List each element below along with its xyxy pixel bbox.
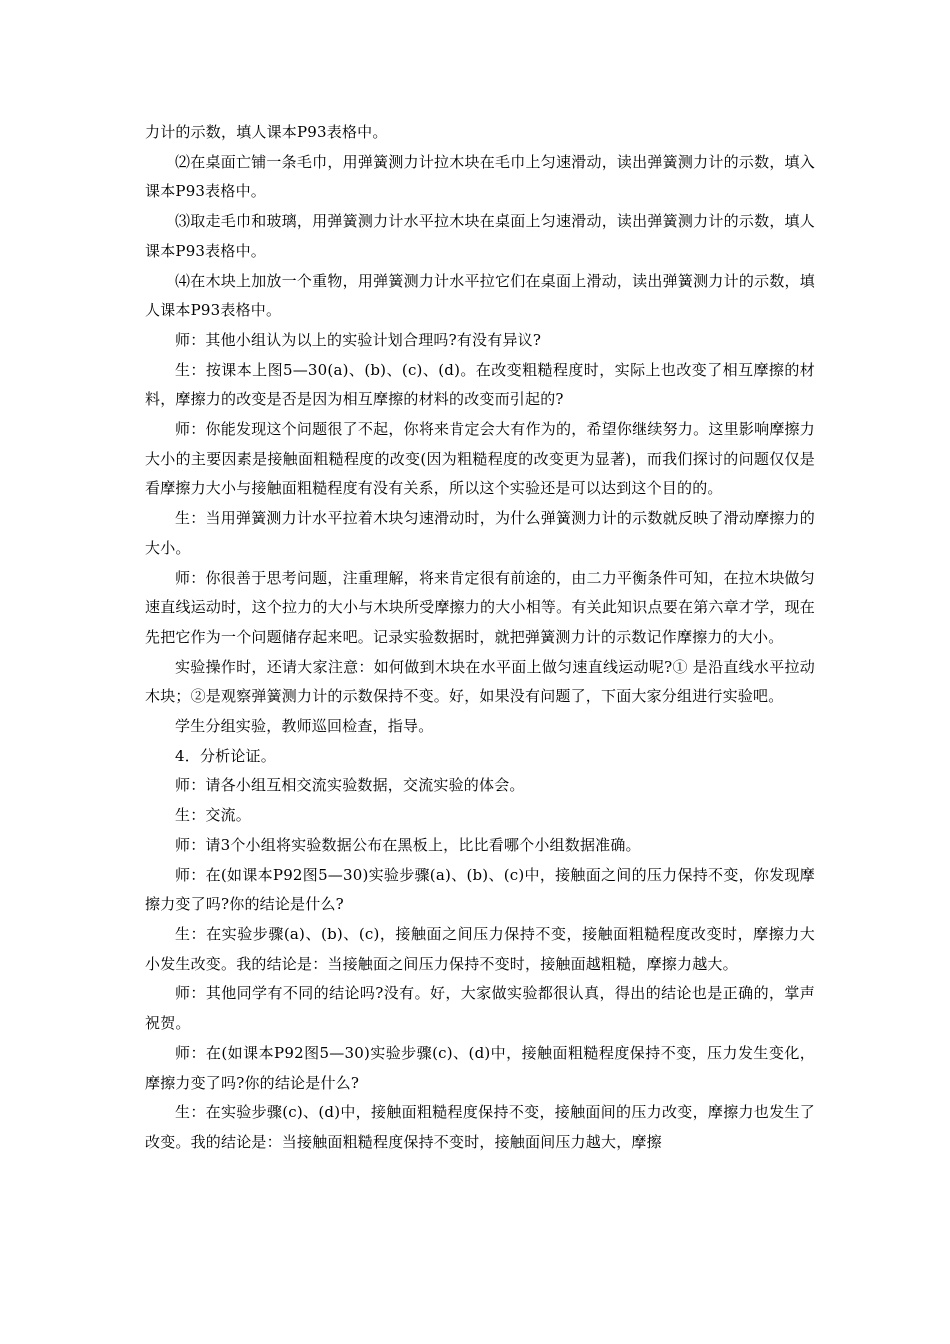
paragraph-operation-notes: 实验操作时，还请大家注意：如何做到木块在水平面上做匀速直线运动呢?① 是沿直线水平拉动木块；②是观察弹簧测力计的示数保持不变。好，如果没有问题了，下面大家分组进行实验吧。 (145, 657, 815, 706)
paragraph-student-exchange: 生：交流。 (175, 806, 252, 825)
paragraph-publish-data: 师：请3个小组将实验数据公布在黑板上，比比看哪个小组数据准确。 (175, 835, 641, 854)
paragraph-teacher-question-abc: 师：在(如课本P92图5—30)实验步骤(a)、(b)、(c)中，接触面之间的压力保持不变，你发现摩擦力变了吗?你的结论是什么? (145, 865, 815, 914)
paragraph-student-question-2: 生：当用弹簧测力计水平拉着木块匀速滑动时，为什么弹簧测力计的示数就反映了滑动摩擦力的大小。 (145, 509, 815, 557)
paragraph-student-conclusion-cd: 生：在实验步骤(c)、(d)中，接触面粗糙程度保持不变，接触面间的压力改变，摩擦力也发生了改变。我的结论是：当接触面粗糙程度保持不变时，接触面间压力越大，摩擦 (145, 1103, 815, 1151)
paragraph-teacher-answer: 师：你能发现这个问题很了不起，你将来肯定会大有作为的，希望你继续努力。这里影响摩擦力大小的主要因素是接触面粗糙程度的改变(因为粗糙程度的改变更为显著)，而我们探讨的问题仅仅是看摩擦力大小与接触面粗糙程度有没有关系，所以这个实验还是可以达到这个目的的。 (145, 420, 815, 498)
paragraph-teacher-confirm: 师：其他同学有不同的结论吗?没有。好，大家做实验都很认真，得出的结论也是正确的，掌声祝贺。 (145, 984, 815, 1033)
paragraph-step-3: ⑶取走毛巾和玻璃，用弹簧测力计水平拉木块在桌面上匀速滑动，读出弹簧测力计的示数，填人课本P93表格中。 (145, 212, 815, 260)
paragraph-group-experiment: 学生分组实验，教师巡回检查，指导。 (175, 717, 434, 736)
paragraph-student-conclusion-abc: 生：在实验步骤(a)、(b)、(c)，接触面之间压力保持不变，接触面粗糙程度改变时，摩擦力大小发生改变。我的结论是：当接触面之间压力保持不变时，接触面越粗糙，摩擦力越大。 (145, 924, 815, 973)
paragraph-step-4: ⑷在木块上加放一个重物，用弹簧测力计水平拉它们在桌面上滑动，读出弹簧测力计的示数，填人课本P93表格中。 (145, 271, 815, 320)
paragraph-teacher-question-cd: 师：在(如课本P92图5—30)实验步骤(c)、(d)中，接触面粗糙程度保持不变，压力发生变化，摩擦力变了吗?你的结论是什么? (145, 1043, 815, 1092)
paragraph-teacher-answer-2: 师：你很善于思考问题，注重理解，将来肯定很有前途的，由二力平衡条件可知，在拉木块做匀速直线运动时，这个拉力的大小与木块所受摩擦力的大小相等。有关此知识点要在第六章才学，现在先把它作为一个问题储存起来吧。记录实验数据时，就把弹簧测力计的示数记作摩擦力的大小。 (145, 568, 815, 646)
paragraph-teacher-question: 师：其他小组认为以上的实验计划合理吗?有没有异议? (175, 330, 542, 349)
paragraph-student-question: 生：按课本上图5—30(a)、(b)、(c)、(d)。在改变粗糙程度时，实际上也改变了相互摩擦的材料，摩擦力的改变是否是因为相互摩擦的材料的改变而引起的? (145, 360, 815, 409)
paragraph-step-2: ⑵在桌面亡铺一条毛巾，用弹簧测力计拉木块在毛巾上匀速滑动，读出弹簧测力计的示数，填入课本P93表格中。 (145, 152, 815, 201)
paragraph-exchange-data: 师：请各小组互相交流实验数据，交流实验的体会。 (175, 776, 525, 795)
paragraph-continuation: 力计的示数，填人课本P93表格中。 (145, 123, 388, 141)
section-heading-analysis: 4．分析论证。 (175, 746, 276, 765)
document-page (145, 118, 815, 1158)
